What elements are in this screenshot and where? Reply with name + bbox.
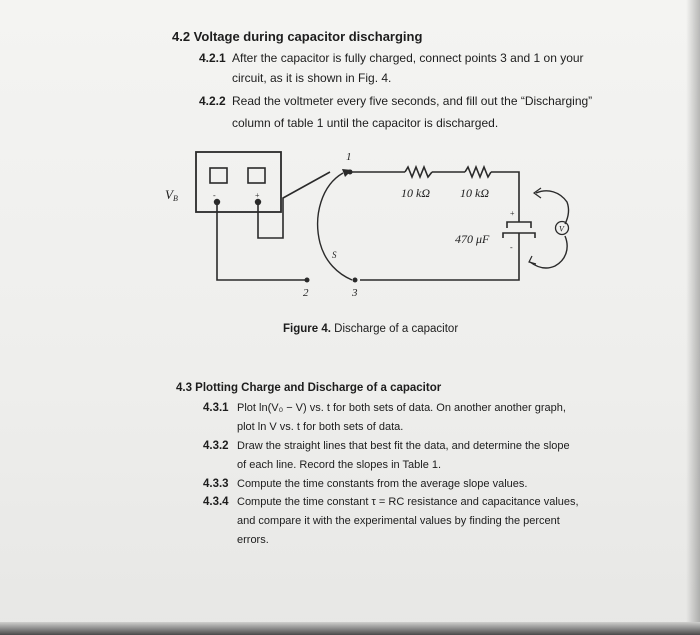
- point-2-dot: [305, 278, 310, 283]
- wire-capacitor-bottom: [360, 233, 519, 280]
- label-point-1: 1: [346, 151, 352, 163]
- capacitor-plate-top: [507, 222, 531, 228]
- item-4-3-4-line-2: and compare it with the experimental values by finding the percent: [237, 515, 560, 527]
- page-shadow-right: [686, 0, 700, 635]
- item-number-4-3-3: 4.3.3: [203, 478, 229, 490]
- figure-caption-text: Discharge of a capacitor: [334, 323, 459, 335]
- resistor-2: [465, 167, 491, 177]
- item-4-3-2-line-1: Draw the straight lines that best fit the data, and determine the slope: [237, 440, 570, 452]
- voltmeter-arrow-bottom: [529, 256, 536, 264]
- item-4-2-1-line-1: After the capacitor is fully charged, connect points 3 and 1 on your: [232, 51, 584, 65]
- wire-plus: [258, 172, 330, 238]
- item-4-2-2-line-1: Read the voltmeter every five seconds, and fill out the “Discharging”: [232, 94, 593, 108]
- item-4-3-3-line-1: Compute the time constants from the average slope values.: [237, 478, 528, 490]
- label-point-3: 3: [352, 287, 358, 299]
- label-point-2: 2: [303, 287, 309, 299]
- label-vb: VB: [165, 187, 178, 203]
- point-3-dot: [353, 278, 358, 283]
- item-number-4-2-1: 4.2.1: [199, 51, 226, 65]
- label-resistor-1: 10 kΩ: [401, 186, 431, 200]
- wire-right: [491, 172, 519, 222]
- power-supply-display-right: [248, 168, 265, 183]
- wire-minus: [217, 202, 307, 280]
- point-1-dot: [348, 170, 353, 175]
- item-4-3-1-line-1: Plot ln(V₀ − V) vs. t for both sets of data. On another another graph,: [237, 402, 566, 414]
- item-number-4-3-2: 4.3.2: [203, 440, 229, 452]
- power-supply-display-left: [210, 168, 227, 183]
- page-shadow-bottom: [0, 622, 700, 635]
- item-4-2-2-line-2: column of table 1 until the capacitor is discharged.: [232, 116, 499, 130]
- item-number-4-3-4: 4.3.4: [203, 496, 229, 508]
- figure-caption: [283, 323, 458, 335]
- section-heading-4-2: 4.2 Voltage during capacitor discharging: [172, 29, 423, 44]
- voltmeter-lead-top: [536, 191, 568, 224]
- item-4-3-1-line-2: plot ln V vs. t for both sets of data.: [237, 421, 404, 433]
- switch-arc: [318, 173, 352, 280]
- item-number-4-3-1: 4.3.1: [203, 402, 229, 414]
- item-4-3-2-line-2: of each line. Record the slopes in Table 1.: [237, 459, 442, 471]
- figure-caption-number: Figure 4.: [283, 323, 331, 335]
- terminal-minus-sign: -: [213, 191, 216, 200]
- item-4-3-4-line-1: Compute the time constant τ = RC resistance and capacitance values,: [237, 496, 579, 508]
- resistor-1: [405, 167, 432, 177]
- label-resistor-2: 10 kΩ: [460, 186, 490, 200]
- item-number-4-2-2: 4.2.2: [199, 94, 226, 108]
- section-heading-4-3: 4.3 Plotting Charge and Discharge of a capacitor: [176, 382, 442, 394]
- voltmeter-label: V: [559, 224, 564, 234]
- power-supply-box: [196, 152, 281, 212]
- item-4-2-1-line-2: circuit, as it is shown in Fig. 4.: [232, 71, 392, 85]
- capacitor-minus-sign: -: [510, 243, 513, 252]
- label-switch: S: [332, 250, 337, 260]
- terminal-plus-sign: +: [255, 191, 260, 200]
- label-capacitor: 470 μF: [455, 232, 490, 246]
- item-4-3-4-line-3: errors.: [237, 534, 269, 546]
- capacitor-plus-sign: +: [510, 209, 515, 218]
